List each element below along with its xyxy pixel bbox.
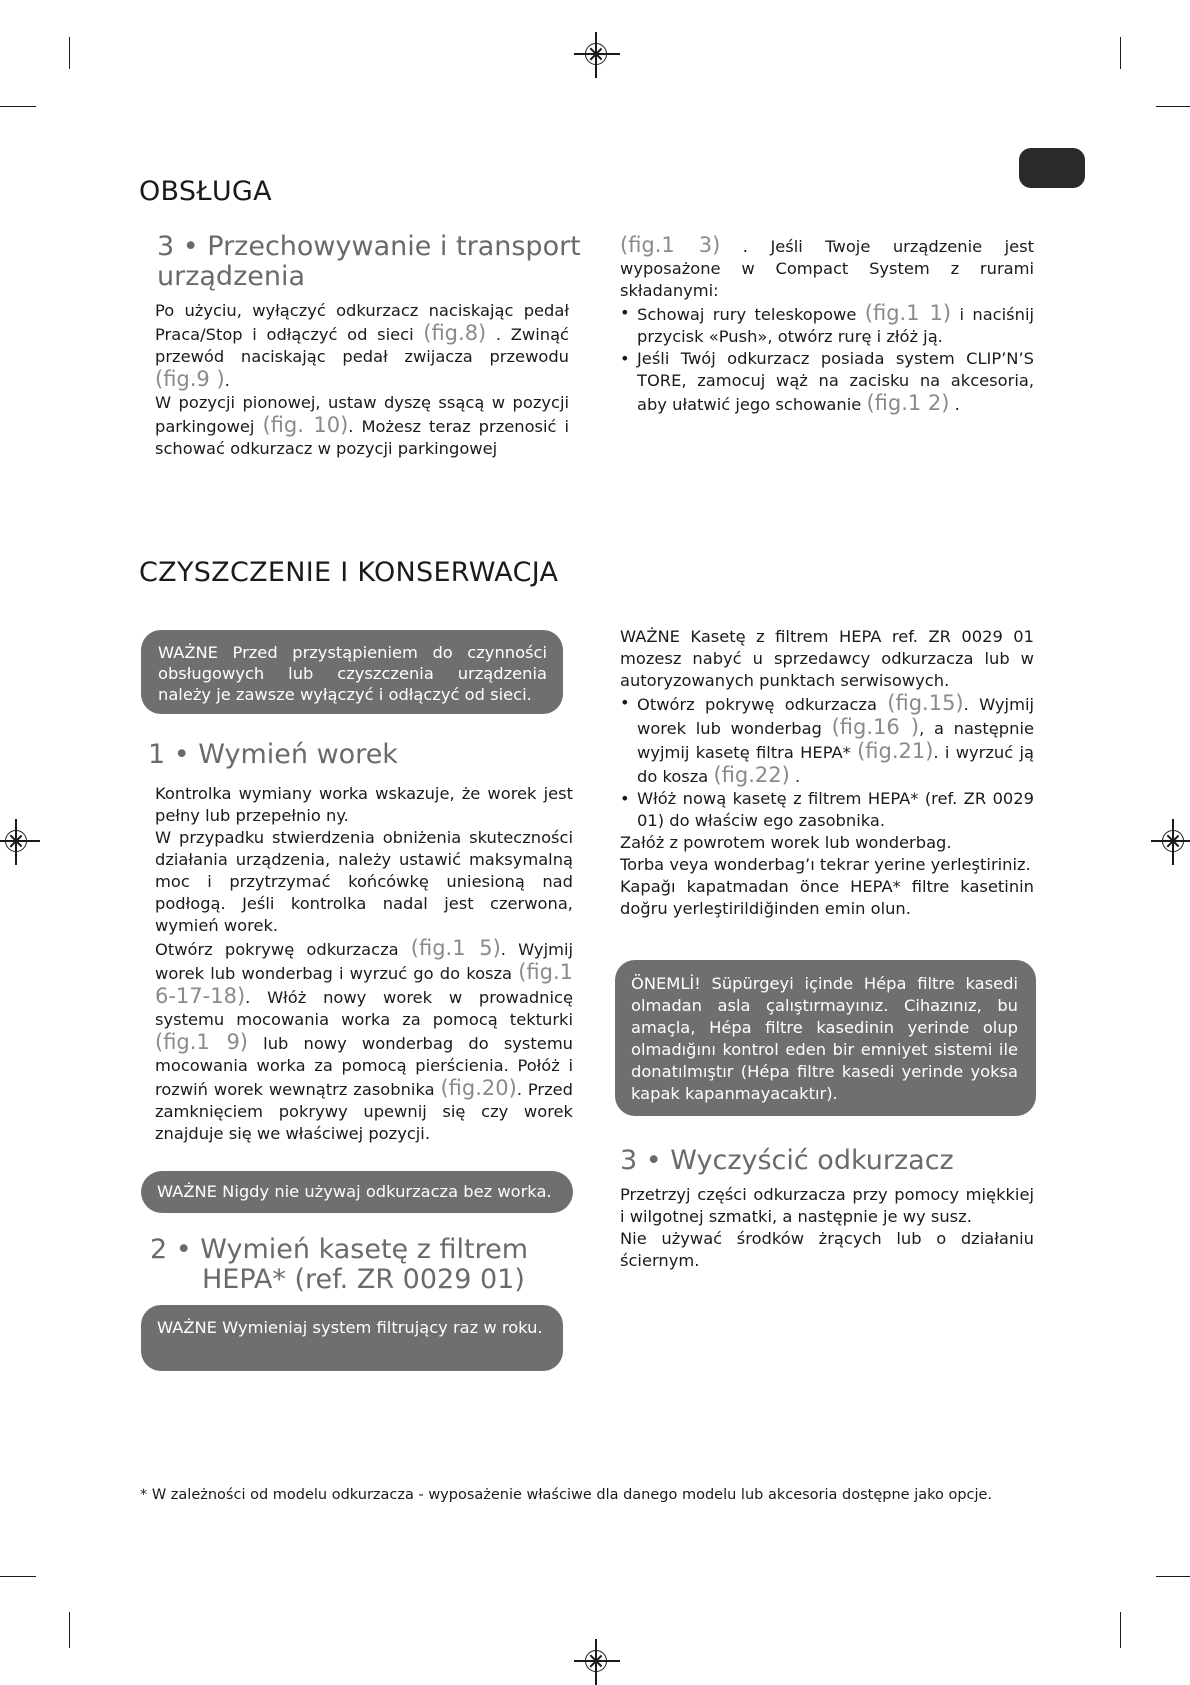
registration-mark-icon: [585, 1650, 607, 1672]
section-title-obsluga: OBSŁUGA: [139, 176, 272, 207]
heading-storage: [157, 232, 597, 292]
heading-replace-filter-line1: 2 • Wymień kasetę z filtrem: [150, 1234, 529, 1265]
fig-ref: (fig.8): [423, 321, 487, 345]
storage-continuation: (fig.1 3) . Jeśli Twoje urządzenie jest wyposażone w Compact System z rurami składanymi:: [620, 233, 1035, 300]
filter-bullet-list: [620, 692, 1034, 832]
filter-paragraph-4: Kapağı kapatmadan önce HEPA* filtre kasetinin doğru yerleştirildiğinden emin olun.: [620, 877, 1034, 918]
fig-ref: (fig. 10): [262, 413, 349, 437]
clean-paragraph-2: Nie używać środków żrących lub o działaniu ściernym.: [620, 1229, 1034, 1270]
warning-box-turkish: ÖNEMLİ! Süpürgeyi içinde Hépa filtre kasedi olmadan asla çalıştırmayınız. Cihazınız, bu amaçla, Hépa filtre kasedinin yerinde olup olmadığını kontrol eden bir emniyet sistemi ile donatılmıştır (Hépa filtre kasedi yerinde yoksa kapak kapanmayacaktır).: [615, 960, 1036, 1116]
storage-text-right: [620, 234, 1034, 416]
clean-paragraph-1: Przetrzyj części odkurzacza przy pomocy miękkiej i wilgotnej szmatki, a następnie je wy susz.: [620, 1185, 1034, 1226]
filter-paragraph-1: WAŻNE Kasetę z filtrem HEPA ref. ZR 0029 01 mozesz nabyć u sprzedawcy odkurzacza lub w autoryzowanych punktach serwisowych.: [620, 627, 1034, 690]
heading-replace-bag: 1 • Wymień worek: [148, 739, 398, 770]
crop-mark: [0, 106, 36, 107]
bag-paragraph-1: Kontrolka wymiany worka wskazuje, że worek jest pełny lub przepełnio ny.: [155, 784, 573, 825]
filter-paragraph-2: Załóż z powrotem worek lub wonderbag.: [620, 833, 952, 852]
warning-box-no-bag: WAŻNE Nigdy nie używaj odkurzacza bez worka.: [141, 1171, 573, 1213]
registration-mark-icon: [585, 43, 607, 65]
warning-box-unplug: WAŻNE Przed przystąpieniem do czynności obsługowych lub czyszczenia urządzenia należy je zawsze wyłączyć i odłączyć od sieci.: [141, 630, 563, 714]
clean-text: [620, 1184, 1034, 1272]
crop-mark: [69, 37, 70, 69]
list-item: • Włóż nową kasetę z filtrem HEPA* (ref. ZR 0029 01) do właściw ego zasobnika.: [620, 788, 1034, 832]
registration-mark-icon: [1162, 830, 1184, 852]
heading-clean-vacuum: 3 • Wyczyścić odkurzacz: [620, 1145, 954, 1176]
storage-paragraph-1: Po użyciu, wyłączyć odkurzacz naciskając pedał Praca/Stop i odłączyć od sieci (fig.8) . Zwinąć przewód naciskając pedał zwijacza przewodu (fig.9 ).: [155, 301, 569, 391]
registration-mark-icon: [5, 830, 27, 852]
language-tab: [1019, 148, 1085, 188]
fig-ref: (fig.9 ): [155, 367, 225, 391]
list-item: • Jeśli Twój odkurzacz posiada system CLIP’N’S TORE, zamocuj wąż na zacisku na akcesoria, aby ułatwić jego schowanie (fig.1 2) .: [620, 348, 1034, 416]
bag-text: [155, 783, 573, 1145]
list-item: • Schowaj rury teleskopowe (fig.1 1) i naciśnij przycisk «Push», otwórz rurę i złóż ją.: [620, 302, 1034, 348]
storage-text-left: [155, 300, 569, 460]
bag-paragraph-3: Otwórz pokrywę odkurzacza (fig.1 5). Wyjmij worek lub wonderbag i wyrzuć go do kosza (fig.1 6-17-18). Włóż nowy worek w prowadnicę systemu mocowania worka za pomocą tekturki (fig.1 9) lub nowy wonderbag do systemu mocowania worka za pomocą pierścienia. Połóż i rozwiń worek wewnątrz zasobnika (fig.20). Przed zamknięciem pokrywy upewnij się czy worek znajduje się we właściwej pozycji.: [155, 936, 574, 1143]
fig-ref: (fig.1 3): [620, 233, 721, 257]
crop-mark: [1156, 106, 1190, 107]
crop-mark: [1120, 37, 1121, 69]
crop-mark: [1156, 1576, 1190, 1577]
storage-paragraph-2: W pozycji pionowej, ustaw dyszę ssącą w pozycji parkingowej (fig. 10). Możesz teraz przenosić i schować odkurzacz w pozycji parkingowej: [155, 393, 570, 458]
heading-storage-text: 3 • Przechowywanie i transport urządzenia: [157, 231, 581, 292]
crop-mark: [0, 1576, 36, 1577]
warning-box-yearly: WAŻNE Wymieniaj system filtrujący raz w roku.: [141, 1305, 563, 1371]
section-title-cleaning: CZYSZCZENIE I KONSERWACJA: [139, 557, 559, 588]
filter-paragraph-3: Torba veya wonderbag’ı tekrar yerine yerleştiriniz.: [620, 855, 1031, 874]
footnote: * W zależności od modelu odkurzacza - wyposażenie właściwe dla danego modelu lub akcesoria dostępne jako opcje.: [140, 1487, 993, 1503]
heading-replace-filter-line2: HEPA* (ref. ZR 0029 01): [202, 1264, 525, 1295]
crop-mark: [69, 1612, 70, 1648]
filter-text: [620, 626, 1034, 920]
list-item: • Otwórz pokrywę odkurzacza (fig.15). Wyjmij worek lub wonderbag (fig.16 ), a następnie wyjmij kasetę filtra HEPA* (fig.21). i wyrzuć ją do kosza (fig.22) .: [620, 692, 1034, 788]
storage-bullet-list: [620, 302, 1034, 416]
heading-replace-filter: [150, 1235, 528, 1295]
bag-paragraph-2: W przypadku stwierdzenia obniżenia skuteczności działania urządzenia, należy ustawić maksymalną moc i przytrzymać końcówkę uniesioną nad podłogą. Jeśli kontrolka nadal jest czerwona, wymień worek.: [155, 828, 573, 935]
crop-mark: [1120, 1612, 1121, 1648]
